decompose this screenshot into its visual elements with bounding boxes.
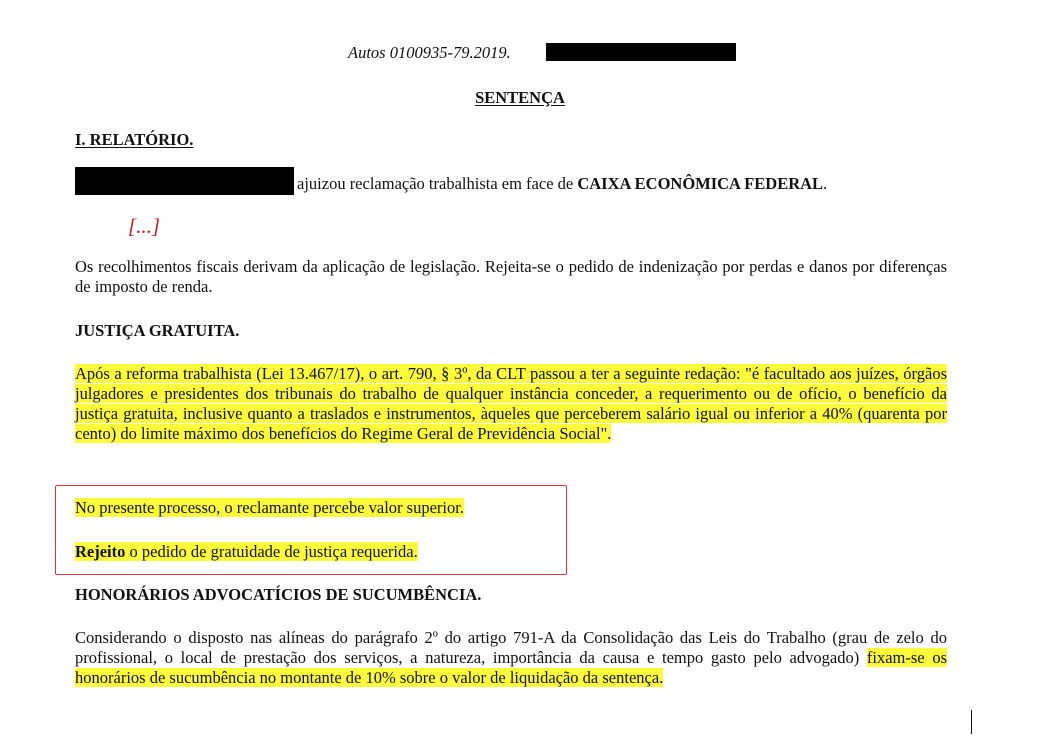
paragraph-justica: [75, 364, 947, 444]
redaction-bar-header: [546, 43, 736, 61]
relatorio-sentence: ajuizou reclamação trabalhista em face de CAIXA ECONÔMICA FEDERAL.: [297, 174, 828, 193]
section-heading-justica: JUSTIÇA GRATUITA.: [75, 321, 240, 340]
paragraph-honorarios: Considerando o disposto nas alíneas do parágrafo 2º do artigo 791-A da Consolidação das Leis do Trabalho (grau de zelo do profissional, o local de prestação dos serviços, a natureza, importância da causa e tempo gasto pelo advogado) fixam-se os honorários de sucumbência no montante de 10% sobre o valor de liquidação da sentença.: [75, 628, 947, 687]
omission-ellipsis: [...]: [128, 214, 161, 238]
section-heading-relatorio: I. RELATÓRIO.: [75, 130, 194, 149]
highlighted-text: Após a reforma trabalhista (Lei 13.467/17), o art. 790, § 3º, da CLT passou a ter a seguinte redação: "é facultado aos juízes, órgãos julgadores e presidentes dos tribunais do trabalho de qualquer instância conceder, a requerimento ou de ofício, o benefício da justiça gratuita, inclusive quanto a traslados e instrumentos, àqueles que perceberem salário igual ou inferior a 40% (quarenta por cento) do limite máximo dos benefícios do Regime Geral de Previdência Social".: [75, 364, 947, 443]
defendant-name: CAIXA ECONÔMICA FEDERAL: [577, 174, 824, 193]
case-number-header: [348, 43, 511, 63]
boxed-line-2: Rejeito o pedido de gratuidade de justiça requerida.: [75, 542, 418, 561]
highlighted-text: fixam-se os honorários de sucumbência no montante de 10% sobre o valor de liquidação da sentença.: [75, 648, 947, 687]
boxed-line-1: No presente processo, o reclamante percebe valor superior.: [75, 498, 464, 517]
rejeito-bold: Rejeito: [75, 542, 126, 561]
paragraph-fiscal: Os recolhimentos fiscais derivam da aplicação de legislação. Rejeita-se o pedido de indenização por perdas e danos por diferenças de imposto de renda.: [75, 257, 947, 296]
redaction-bar-plaintiff: [75, 167, 294, 195]
text-cursor: [971, 710, 972, 734]
section-heading-honorarios: HONORÁRIOS ADVOCATÍCIOS DE SUCUMBÊNCIA.: [75, 585, 482, 604]
document-title: SENTENÇA: [475, 88, 565, 107]
case-number: Autos 0100935-79.2019.: [348, 43, 511, 62]
